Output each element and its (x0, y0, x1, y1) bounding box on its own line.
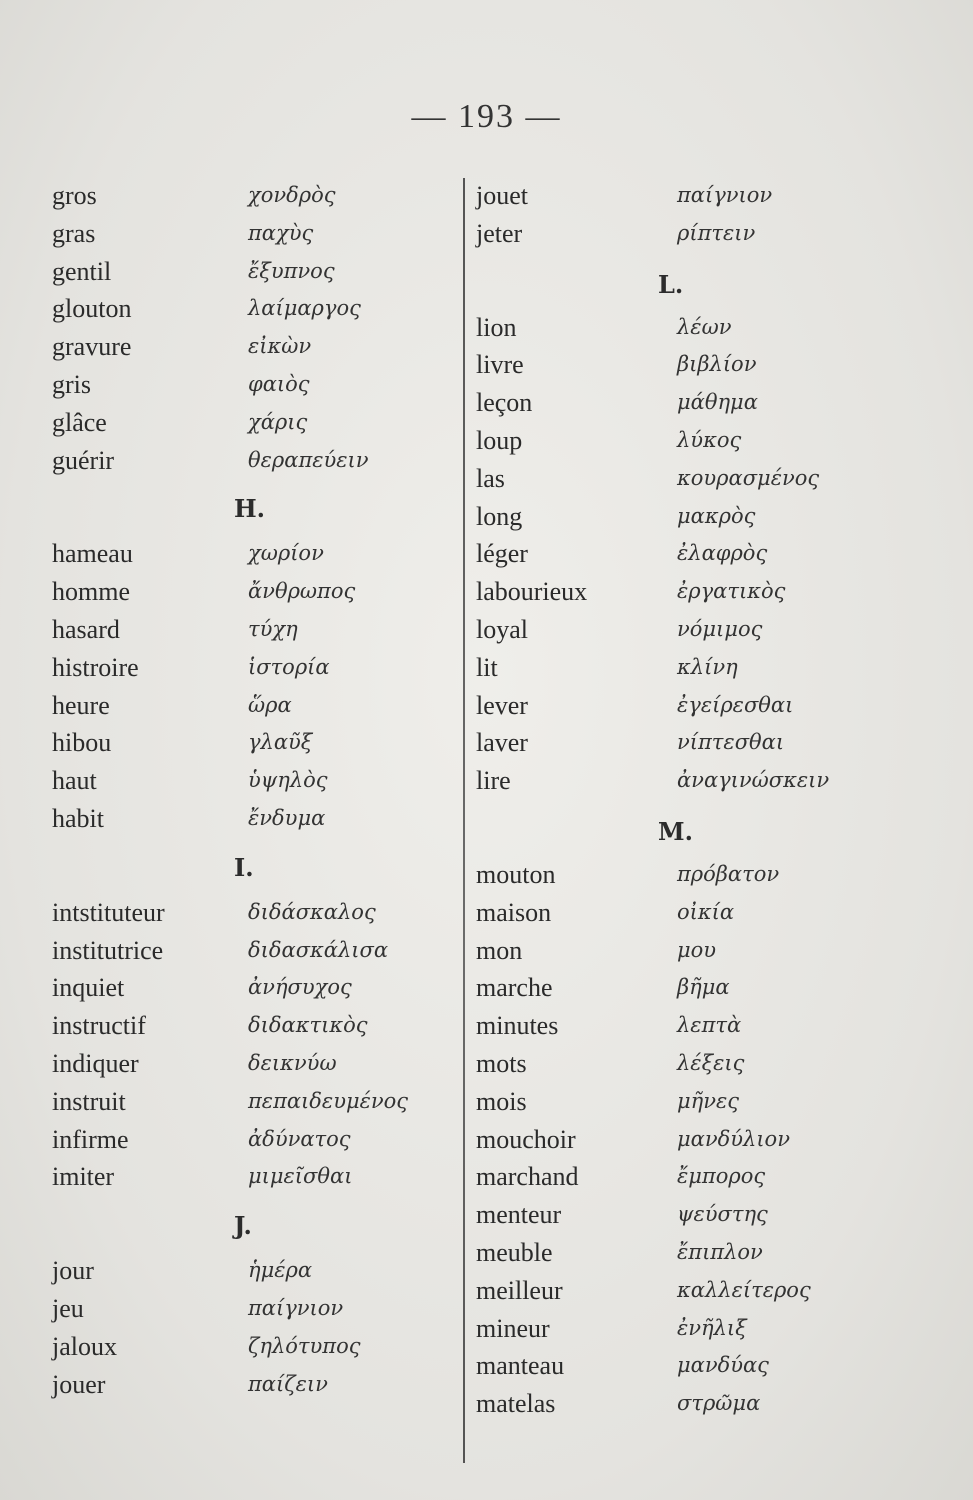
vocab-entry (48, 612, 458, 650)
vocab-entry (472, 1386, 942, 1424)
vocab-entry (472, 970, 942, 1008)
french-word: mon (476, 935, 523, 965)
french-word: jeu (52, 1293, 84, 1323)
greek-word: ἄνθρωπος (248, 579, 356, 604)
french-word: mois (476, 1086, 527, 1116)
vocab-entry (472, 1122, 942, 1160)
vocab-entry (48, 1159, 458, 1197)
french-word: long (476, 501, 523, 531)
greek-word: λύκος (677, 427, 742, 452)
vocab-entry (472, 1159, 942, 1197)
vocab-entry (48, 216, 458, 254)
vocab-entry (48, 933, 458, 971)
french-word: instructif (52, 1011, 146, 1041)
vocab-entry (472, 933, 942, 971)
french-word: leçon (476, 388, 533, 418)
vocab-entry (48, 650, 458, 688)
greek-word: ἐργατικὸς (677, 579, 786, 604)
vocab-entry (48, 291, 458, 329)
french-word: histroire (52, 652, 139, 682)
vocab-entry (48, 574, 458, 612)
section-letter-text: I. (234, 852, 254, 882)
vocab-entry (472, 1311, 942, 1349)
section-letter (472, 801, 942, 857)
french-word: intstituteur (52, 897, 165, 927)
vocab-entry (48, 178, 458, 216)
vocab-entry (48, 725, 458, 763)
french-word: jouer (52, 1369, 106, 1399)
vocab-entry (48, 254, 458, 292)
section-letter (48, 1197, 458, 1253)
greek-word: λέων (677, 314, 732, 339)
greek-word: ἔμπορος (677, 1164, 766, 1189)
greek-word: παίζειν (248, 1371, 328, 1396)
section-letter-text: L. (658, 269, 684, 299)
greek-word: νόμιμος (677, 616, 763, 641)
french-word: homme (52, 577, 130, 607)
greek-word: θεραπεύειν (248, 447, 369, 472)
french-word: mouchoir (476, 1124, 576, 1154)
vocab-entry (472, 1348, 942, 1386)
french-word: laver (476, 728, 528, 758)
greek-word: εἰκὼν (248, 334, 312, 359)
greek-word: καλλείτερος (677, 1277, 811, 1302)
greek-word: ἔξυπνος (248, 258, 335, 283)
greek-word: χάρις (248, 409, 308, 434)
vocab-entry (48, 1046, 458, 1084)
section-letter-text: M. (658, 816, 693, 846)
greek-word: μου (677, 937, 717, 962)
greek-word: κουρασμένος (677, 465, 820, 490)
vocab-entry (472, 650, 942, 688)
section-letter-text: J. (234, 1211, 252, 1241)
greek-word: βιβλίον (677, 352, 757, 377)
french-word: loyal (476, 614, 528, 644)
french-word: infirme (52, 1124, 129, 1154)
vocab-entry (472, 461, 942, 499)
french-word: menteur (476, 1200, 562, 1230)
french-word: instruit (52, 1086, 126, 1116)
page-number: — 193 — (411, 98, 562, 135)
column-divider (463, 178, 465, 1463)
vocab-entry (472, 725, 942, 763)
french-word: glouton (52, 294, 132, 324)
greek-word: χονδρὸς (248, 183, 336, 207)
greek-word: διδακτικὸς (248, 1013, 368, 1038)
french-word: habit (52, 803, 104, 833)
french-word: labourieux (476, 577, 588, 607)
french-word: mouton (476, 859, 556, 889)
greek-word: παίγνιον (248, 1295, 344, 1320)
vocab-entry (472, 385, 942, 423)
greek-word: ζηλότυπος (248, 1333, 361, 1358)
left-column (48, 178, 458, 1404)
vocab-entry (48, 801, 458, 839)
greek-word: κλίνη (677, 654, 738, 679)
french-word: marchand (476, 1162, 579, 1192)
vocab-entry (48, 536, 458, 574)
greek-word: διδασκάλισα (248, 937, 389, 962)
french-word: heure (52, 690, 110, 720)
greek-word: τύχη (248, 616, 298, 641)
french-word: minutes (476, 1011, 559, 1041)
french-word: jouet (476, 181, 528, 210)
greek-word: νίπτεσθαι (677, 730, 785, 755)
vocab-entry (472, 857, 942, 895)
greek-word: ὑψηλὸς (248, 768, 328, 793)
greek-word: ρίπτειν (677, 220, 756, 245)
french-word: meilleur (476, 1275, 563, 1305)
french-word: gris (52, 369, 91, 399)
french-word: institutrice (52, 935, 164, 965)
french-word: mineur (476, 1313, 550, 1343)
french-word: jour (52, 1256, 94, 1286)
vocab-entry (472, 612, 942, 650)
vocab-entry (472, 1235, 942, 1273)
french-word: glâce (52, 407, 107, 437)
vocab-entry (472, 895, 942, 933)
greek-word: γλαῦξ (248, 730, 313, 755)
vocab-entry (48, 405, 458, 443)
greek-word: δεικνύω (248, 1050, 337, 1075)
section-letter (48, 839, 458, 895)
greek-word: βῆμα (677, 975, 730, 1000)
greek-word: ἀνήσυχος (248, 975, 352, 1000)
french-word: mots (476, 1048, 527, 1078)
french-word: las (476, 463, 505, 493)
vocab-entry (472, 1197, 942, 1235)
greek-word: μάθημα (677, 390, 758, 415)
greek-word: οἰκία (677, 899, 735, 924)
greek-word: ψεύστης (677, 1202, 768, 1227)
vocab-entry (48, 1008, 458, 1046)
french-word: jaloux (52, 1331, 117, 1361)
vocab-entry (48, 1122, 458, 1160)
greek-word: ἀδύνατος (248, 1126, 351, 1151)
greek-word: ἐγείρεσθαι (677, 692, 794, 717)
greek-word: ἡμέρα (248, 1258, 313, 1283)
vocab-entry (472, 216, 942, 254)
greek-word: λέξεις (677, 1050, 745, 1075)
french-word: jeter (476, 218, 523, 248)
greek-word: χωρίον (248, 541, 324, 566)
vocab-entry (472, 1273, 942, 1311)
french-word: indiquer (52, 1048, 139, 1078)
greek-word: στρῶμα (677, 1391, 761, 1416)
vocab-entry (48, 688, 458, 726)
vocab-entry (48, 1084, 458, 1122)
vocab-entry (48, 367, 458, 405)
right-column (472, 178, 942, 1424)
french-word: gros (52, 181, 97, 210)
french-word: loup (476, 425, 523, 455)
vocab-entry (48, 443, 458, 481)
french-word: livre (476, 350, 524, 380)
vocab-entry (472, 763, 942, 801)
french-word: hasard (52, 614, 120, 644)
french-word: gras (52, 218, 96, 248)
vocab-entry (48, 329, 458, 367)
french-word: meuble (476, 1237, 553, 1267)
french-word: hameau (52, 539, 133, 569)
french-word: maison (476, 897, 552, 927)
vocab-entry (472, 688, 942, 726)
section-letter (472, 254, 942, 310)
vocab-entry (472, 1008, 942, 1046)
vocab-entry (472, 1084, 942, 1122)
french-word: lever (476, 690, 528, 720)
greek-word: μῆνες (677, 1088, 740, 1113)
greek-word: ἔπιπλον (677, 1239, 763, 1264)
greek-word: λεπτὰ (677, 1013, 742, 1038)
greek-word: πρόβατον (677, 861, 780, 886)
vocab-entry (472, 536, 942, 574)
vocab-entry (472, 178, 942, 216)
greek-word: μανδύλιον (677, 1126, 790, 1151)
vocab-entry (472, 423, 942, 461)
greek-word: μιμεῖσθαι (248, 1164, 353, 1189)
greek-word: ἐνῆλιξ (677, 1315, 747, 1340)
vocab-entry (48, 1329, 458, 1367)
greek-word: πεπαιδευμένος (248, 1088, 409, 1113)
french-word: lire (476, 766, 511, 796)
french-word: haut (52, 766, 97, 796)
greek-word: φαιὸς (248, 371, 310, 396)
french-word: lion (476, 312, 517, 342)
french-word: gravure (52, 332, 132, 362)
greek-word: λαίμαργος (248, 296, 361, 321)
vocab-entry (472, 499, 942, 537)
french-word: lit (476, 652, 498, 682)
french-word: imiter (52, 1162, 115, 1192)
greek-word: διδάσκαλος (248, 899, 376, 924)
vocab-entry (472, 1046, 942, 1084)
french-word: guérir (52, 445, 115, 475)
vocab-entry (48, 763, 458, 801)
section-letter (48, 480, 458, 536)
section-letter-text: H. (234, 494, 266, 524)
greek-word: μανδύας (677, 1353, 769, 1378)
vocab-entry (48, 970, 458, 1008)
vocab-entry (472, 310, 942, 348)
greek-word: ἱστορία (248, 654, 330, 679)
vocab-entry (472, 574, 942, 612)
vocab-entry (472, 347, 942, 385)
greek-word: ἔνδυμα (248, 805, 326, 830)
french-word: gentil (52, 256, 112, 286)
greek-word: ὥρα (248, 692, 292, 717)
greek-word: παχὺς (248, 220, 314, 245)
vocab-entry (48, 1253, 458, 1291)
vocab-entry (48, 1367, 458, 1405)
french-word: manteau (476, 1351, 565, 1381)
vocab-entry (48, 1291, 458, 1329)
greek-word: ἀναγινώσκειν (677, 768, 830, 793)
french-word: marche (476, 973, 553, 1003)
french-word: hibou (52, 728, 112, 758)
french-word: léger (476, 539, 528, 569)
greek-word: ἐλαφρὸς (677, 541, 768, 566)
french-word: matelas (476, 1389, 556, 1419)
vocab-entry (48, 895, 458, 933)
french-word: inquiet (52, 973, 125, 1003)
greek-word: παίγνιον (677, 183, 773, 207)
greek-word: μακρὸς (677, 503, 756, 528)
